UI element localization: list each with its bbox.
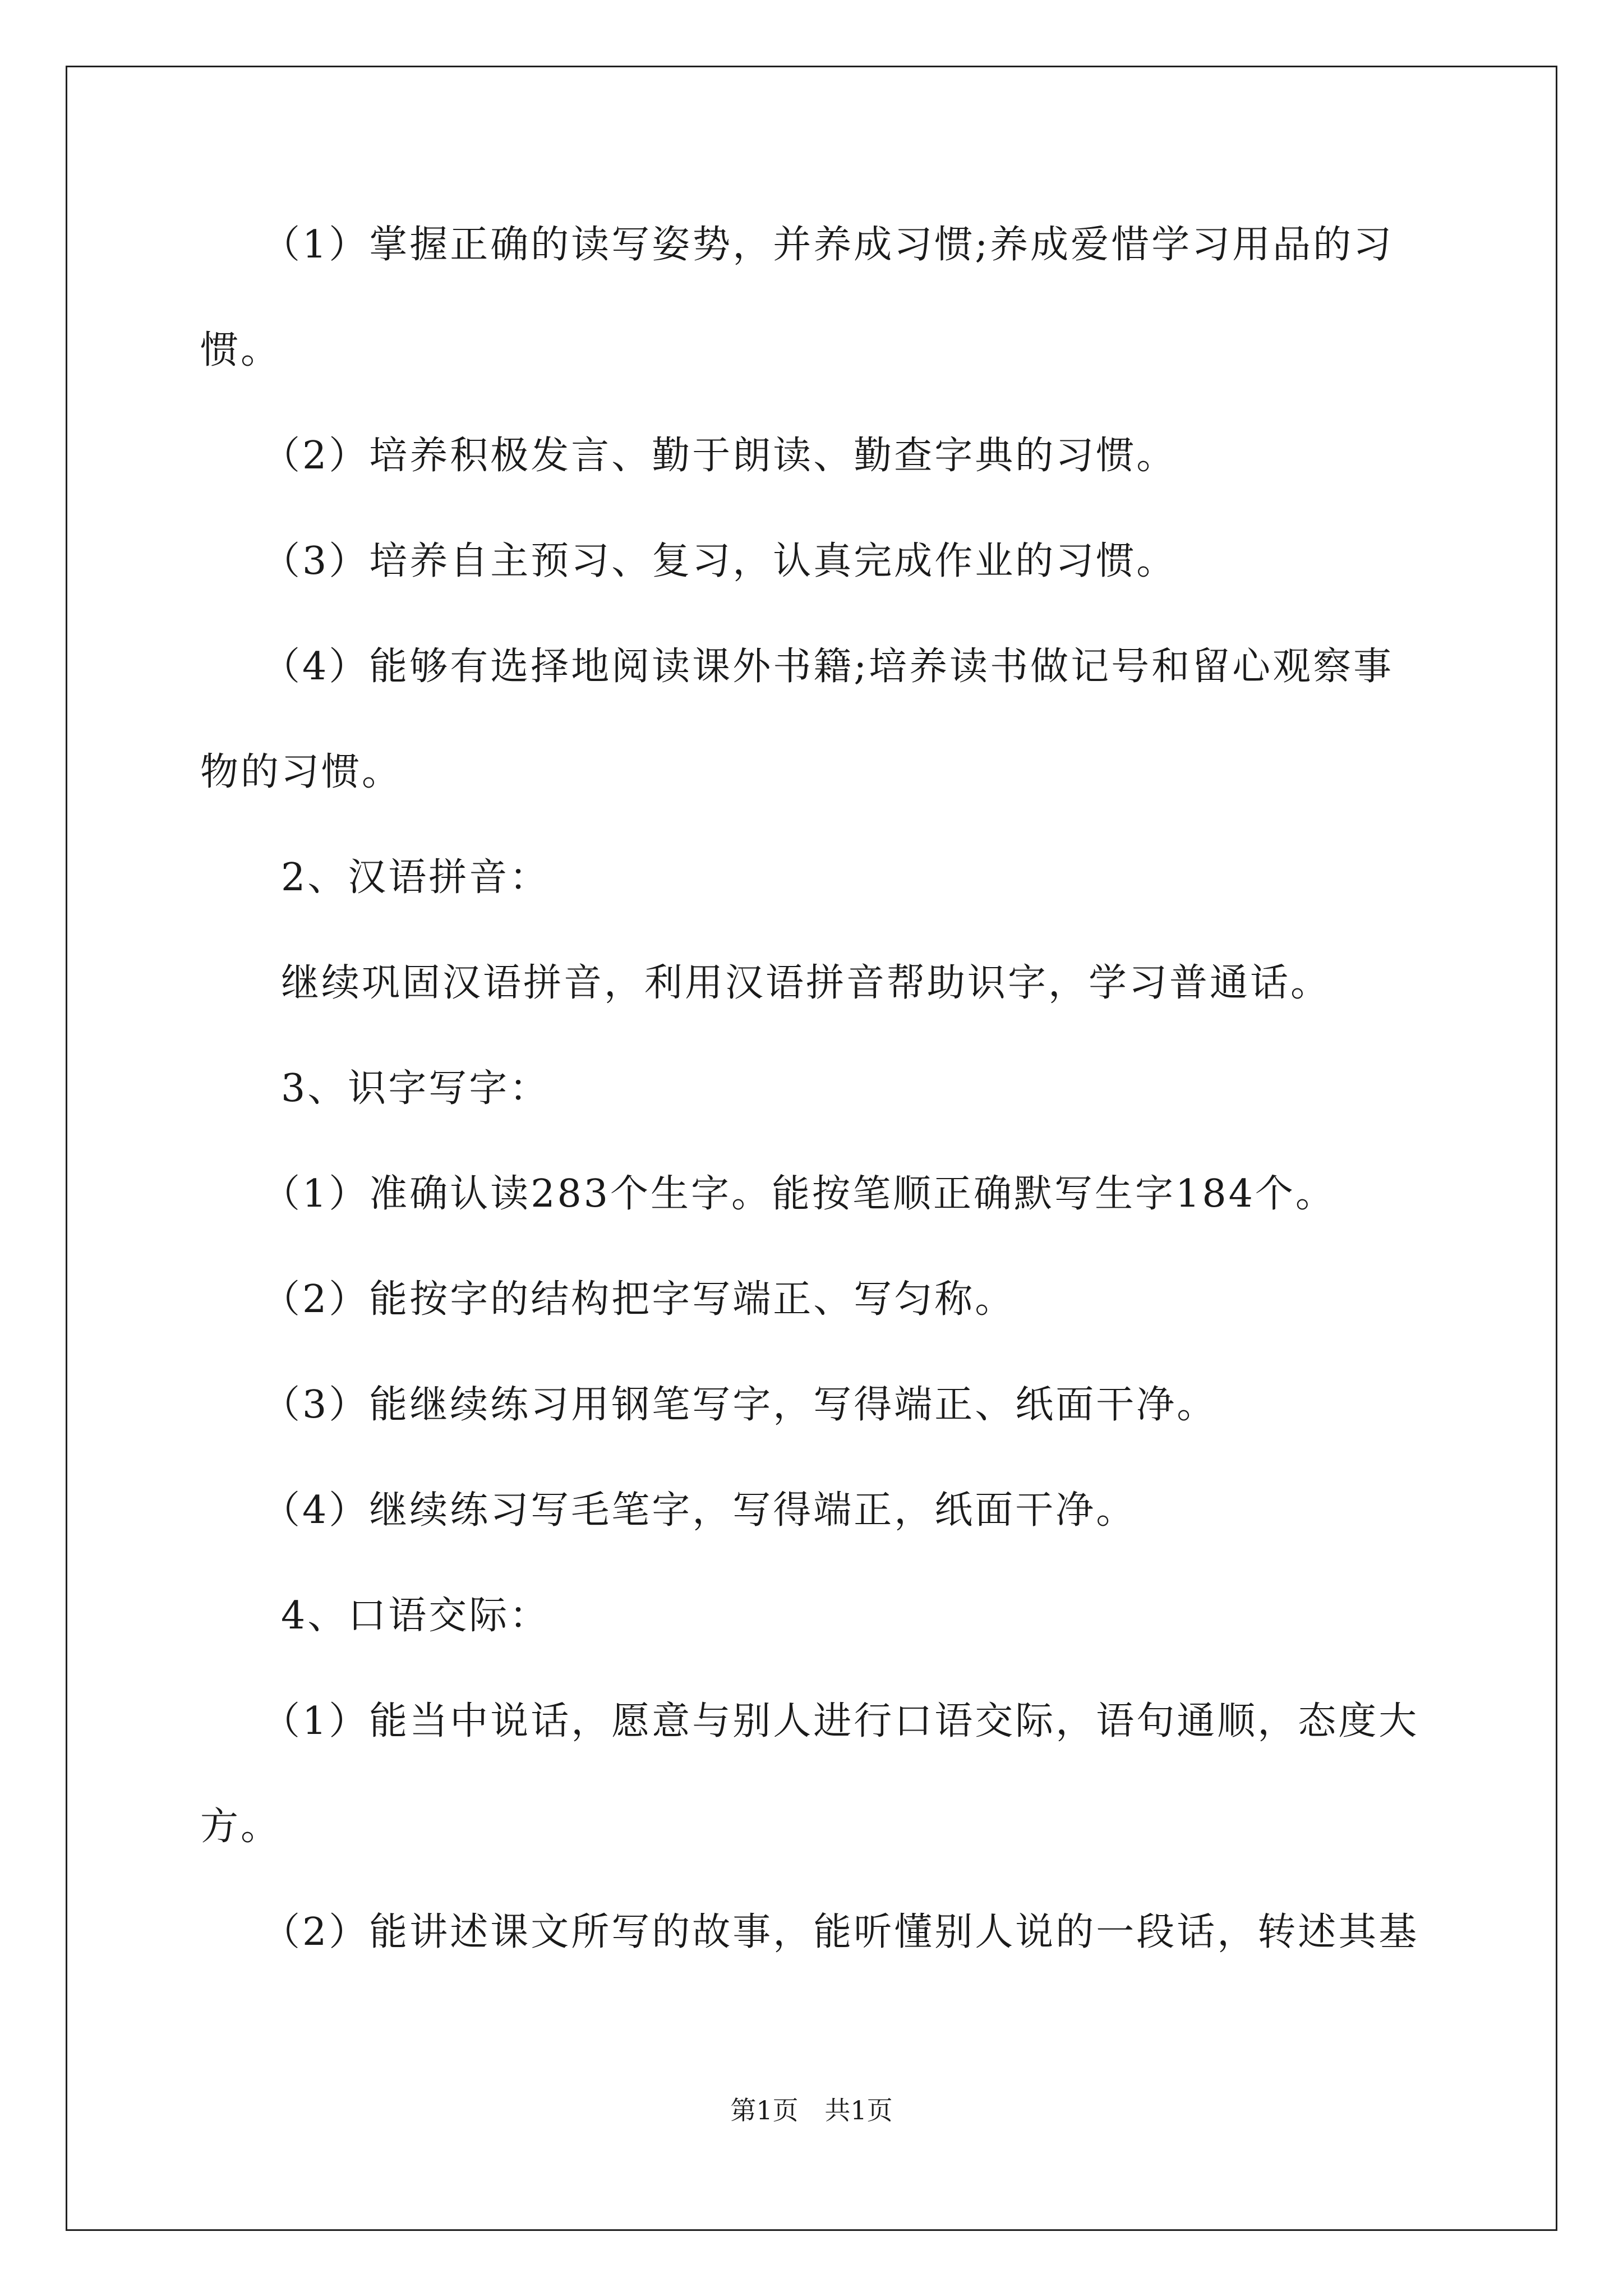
- page-number: 第1页: [730, 2095, 799, 2125]
- paragraph-line: （3）培养自主预习、复习，认真完成作业的习惯。: [200, 539, 1177, 583]
- paragraph-line: 方。: [200, 1805, 282, 1849]
- page-total: 共1页: [824, 2095, 893, 2125]
- section-heading: 3、识字写字：: [200, 1066, 550, 1111]
- paragraph-line: （3）能继续练习用钢笔写字，写得端正、纸面干净。: [200, 1383, 1218, 1427]
- page-footer: [0, 2093, 1623, 2127]
- section-heading: 2、汉语拼音：: [200, 855, 550, 900]
- page-border: [66, 66, 1557, 2231]
- paragraph-line: （4）继续练习写毛笔字，写得端正，纸面干净。: [200, 1488, 1137, 1533]
- paragraph-line: （1）准确认读283个生字。能按笔顺正确默写生字184个。: [200, 1172, 1336, 1216]
- paragraph-line: 惯。: [200, 328, 282, 372]
- paragraph-line: （2）能按字的结构把字写端正、写匀称。: [200, 1277, 1016, 1322]
- paragraph-line: 物的习惯。: [200, 750, 403, 794]
- paragraph-line: 继续巩固汉语拼音，利用汉语拼音帮助识字，学习普通话。: [200, 961, 1331, 1005]
- paragraph-line: （4）能够有选择地阅读课外书籍;培养读书做记号和留心观察事: [200, 645, 1394, 689]
- paragraph-line: （2）培养积极发言、勤于朗读、勤查字典的习惯。: [200, 434, 1177, 478]
- section-heading: 4、口语交际：: [200, 1594, 550, 1638]
- paragraph-line: （1）能当中说话，愿意与别人进行口语交际，语句通顺，态度大: [200, 1699, 1419, 1743]
- paragraph-line: （2）能讲述课文所写的故事，能听懂别人说的一段话，转述其基: [200, 1910, 1419, 1954]
- paragraph-line: （1）掌握正确的读写姿势，并养成习惯;养成爱惜学习用品的习: [200, 223, 1394, 267]
